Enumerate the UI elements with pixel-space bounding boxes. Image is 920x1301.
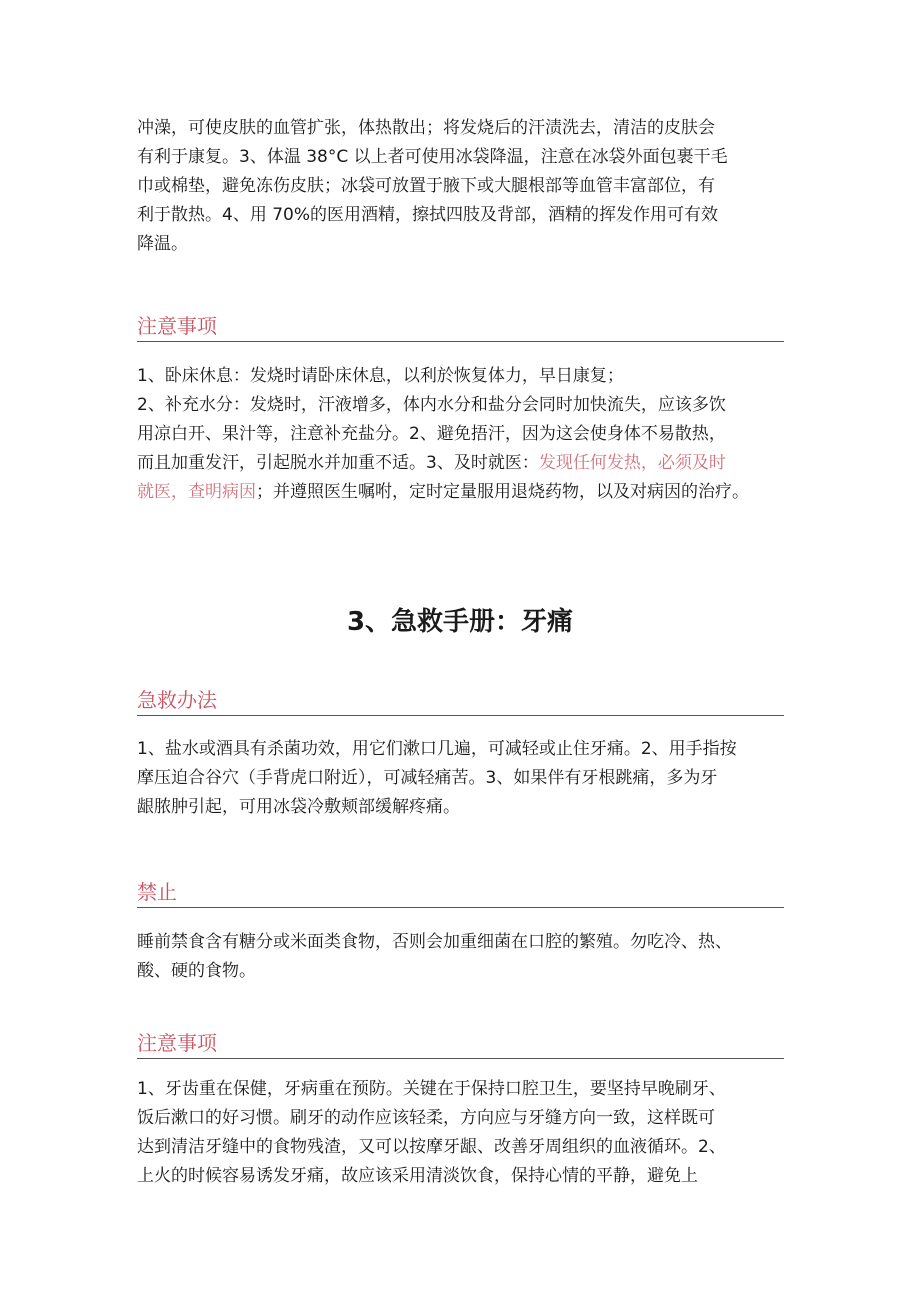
- first-aid-paragraph: [137, 735, 787, 822]
- text-line: 达到清洁牙缝中的食物残渣，又可以按摩牙龈、改善牙周组织的血液循环。2、: [137, 1137, 726, 1157]
- section-heading-first-aid: 急救办法: [137, 687, 784, 716]
- highlighted-text: 发现任何发热，必须及时: [538, 453, 726, 473]
- tooth-notes-paragraph: [137, 1075, 787, 1191]
- text-segment: 而且加重发汗，引起脱水并加重不适。3、及时就医：: [137, 453, 539, 473]
- section-heading-forbidden: 禁止: [137, 879, 784, 908]
- text-line: 巾或棉垫，避免冻伤皮肤；冰袋可放置于腋下或大腿根部等血管丰富部位，有: [137, 176, 715, 196]
- text-line: 摩压迫合谷穴（手背虎口附近），可减轻痛苦。3、如果伴有牙根跳痛，多为牙: [137, 768, 718, 788]
- forbidden-paragraph: [137, 928, 787, 986]
- text-line: 降温。: [137, 234, 188, 254]
- text-segment: ；并遵照医生嘱咐，定时定量服用退烧药物，以及对病因的治疗。: [256, 482, 749, 502]
- intro-paragraph: [137, 114, 787, 259]
- text-line: 睡前禁食含有糖分或米面类食物，否则会加重细菌在口腔的繁殖。勿吃冷、热、: [137, 932, 732, 952]
- section-heading-fever-notes: 注意事项: [137, 313, 784, 342]
- fever-notes-paragraph: [137, 362, 787, 507]
- text-line: 1、盐水或酒具有杀菌功效，用它们漱口几遍，可减轻或止住牙痛。2、用手指按: [137, 739, 737, 759]
- section-heading-tooth-notes: 注意事项: [137, 1030, 784, 1059]
- highlighted-text: 就医，查明病因: [137, 482, 256, 502]
- text-line: 2、补充水分：发烧时，汗液增多，体内水分和盐分会同时加快流失，应该多饮: [137, 395, 726, 415]
- text-line: [137, 478, 787, 507]
- text-line: 用凉白开、果汁等，注意补充盐分。2、避免捂汗，因为这会使身体不易散热，: [137, 424, 726, 444]
- text-line: 冲澡，可使皮肤的血管扩张，体热散出；将发烧后的汗渍洗去，清洁的皮肤会: [137, 118, 715, 138]
- text-line: 酸、硬的食物。: [137, 961, 256, 981]
- text-line: 利于散热。4、用 70%的医用酒精，擦拭四肢及背部，酒精的挥发作用可有效: [137, 205, 719, 225]
- text-line: 饭后漱口的好习惯。刷牙的动作应该轻柔，方向应与牙缝方向一致，这样既可: [137, 1108, 715, 1128]
- text-line: 1、牙齿重在保健，牙病重在预防。关键在于保持口腔卫生，要坚持早晚刷牙、: [137, 1079, 726, 1099]
- chapter-title: 3、急救手册：牙痛: [346, 607, 574, 637]
- text-line: [137, 449, 787, 478]
- text-line: 1、卧床休息：发烧时请卧床休息，以利於恢复体力，早日康复；: [137, 366, 624, 386]
- text-line: 上火的时候容易诱发牙痛，故应该采用清淡饮食，保持心情的平静，避免上: [137, 1166, 698, 1186]
- text-line: 龈脓肿引起，可用冰袋冷敷颊部缓解疼痛。: [137, 797, 460, 817]
- text-line: 有利于康复。3、体温 38°C 以上者可使用冰袋降温，注意在冰袋外面包裹干毛: [137, 147, 728, 167]
